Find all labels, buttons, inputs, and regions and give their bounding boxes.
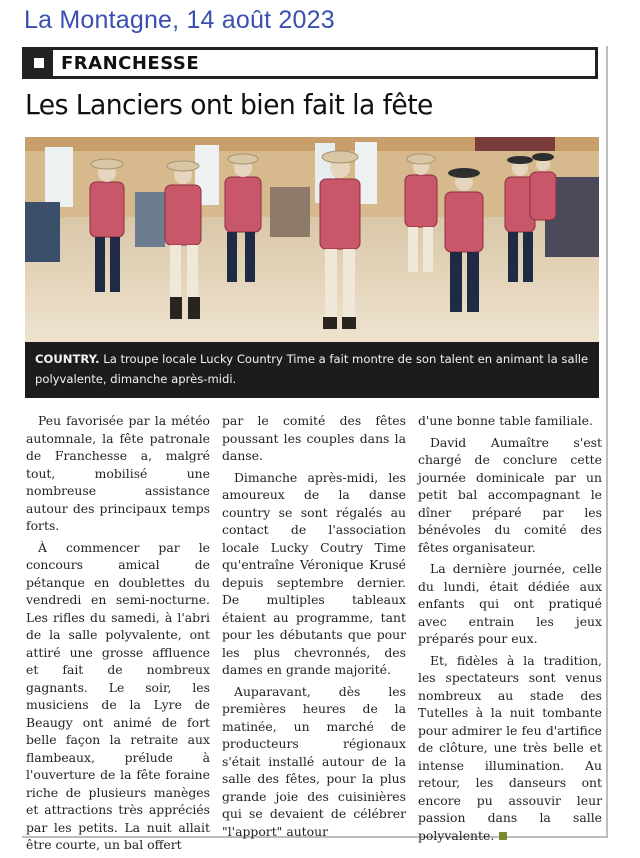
article-photo <box>25 137 599 342</box>
article-headline: Les Lanciers ont bien fait la fête <box>25 88 433 121</box>
photo-caption <box>25 342 599 398</box>
paragraph: par le comité des fêtes poussant les couples dans la danse. <box>222 413 406 463</box>
dancers-photo <box>25 137 599 342</box>
paragraph: À commencer par le concours amical de pétanque en doublettes du vendredi en semi-nocturne. Les rifles du samedi, à l'abri de la salle polyvalente, ont attiré une grosse affluence et fait de nombreux gagnants. Le soir, les musiciens de la Lyre de Beaugy ont animé de fort belle façon la retraite aux flambeaux, prélude à l'ouverture de la fête foraine riche de plusieurs manèges et attractions très appréciés par les petits. La nuit allait être courte, un bal offert <box>26 539 210 852</box>
text-column-2 <box>222 412 406 844</box>
caption-lead: COUNTRY. <box>35 352 100 366</box>
paragraph: La dernière journée, celle du lundi, était dédiée aux enfants qui ont pratiqué avec entrain les jeux préparés pour eux. <box>418 561 602 646</box>
paragraph: Peu favorisée par la météo automnale, la fête patronale de Franchesse a, malgré tout, mobilisé une nombreuse assistance autour des principaux temps forts. <box>26 413 210 533</box>
rubric-marker <box>25 50 53 76</box>
paragraph: d'une bonne table familiale. <box>418 413 593 428</box>
paragraph: David Aumaître s'est chargé de conclure cette journée dominicale par un petit bal accompagnant le dîner préparé par les bénévoles du comité des fêtes organisateur. <box>418 434 602 555</box>
paragraph: Dimanche après-midi, les amoureux de la danse country se sont régalés au contact de l'association locale Lucky Coutry Time qu'entraîne Véronique Krusé depuis septembre dernier. De multiples tableaux étaient au programme, tant pour les débutants que pour les plus chevronnés, des dames en grande majorité. <box>222 469 406 677</box>
paragraph <box>418 652 602 845</box>
last-paragraph-text: Et, fidèles à la tradition, les spectateurs sont venus nombreux au stade des Tutelles à la nuit tombante pour admirer le feu d'artifice de clôture, une très belle et intense illumination. Au retour, les danseurs ont encore pu assouvir leur passion dans la salle polyvalente. <box>418 652 602 843</box>
paragraph: Auparavant, dès les premières heures de la matinée, un marché de producteurs régionaux s'était installé autour de la salle des fêtes, pour la plus grande joie des cuisinières qui se devaient de célébrer "l'apport" autour <box>222 683 406 839</box>
rubric-square-icon <box>34 58 44 68</box>
end-mark-icon <box>499 832 507 840</box>
caption-text: La troupe locale Lucky Country Time a fait montre de son talent en animant la salle polyvalente, dimanche après-midi. <box>35 352 589 386</box>
source-line: La Montagne, 14 août 2023 <box>24 6 335 34</box>
text-column-1 <box>26 412 210 858</box>
rubric-label: FRANCHESSE <box>61 52 200 74</box>
section-rubric <box>22 47 598 79</box>
text-column-3 <box>418 412 602 848</box>
